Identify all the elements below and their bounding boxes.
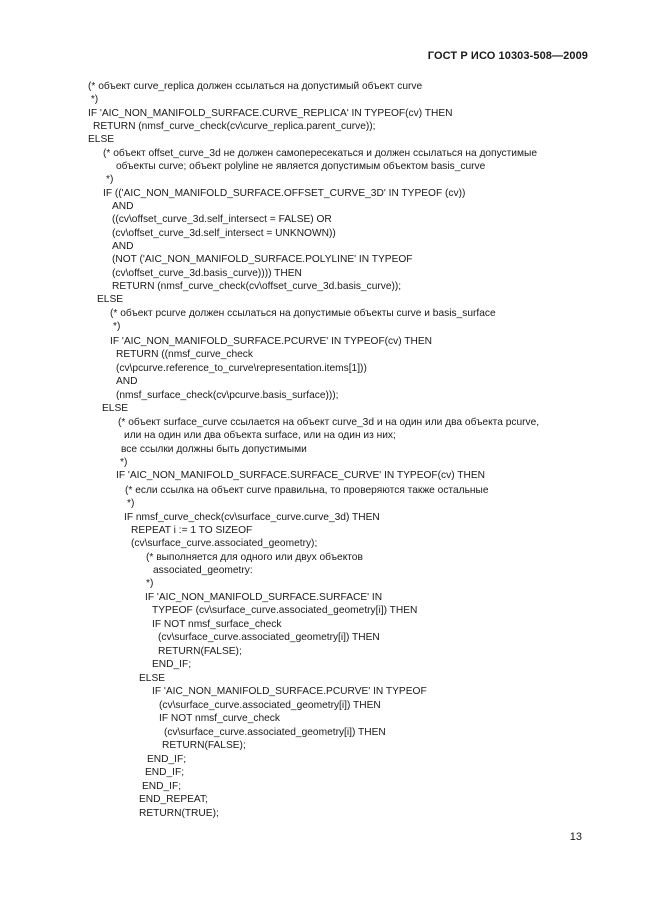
code-line: RETURN(FALSE);	[158, 646, 242, 657]
code-line: REPEAT i := 1 TO SIZEOF	[131, 525, 253, 536]
code-line: объекты curve; объект polyline не является допустимым объектом basis_curve	[116, 161, 486, 172]
code-line: *)	[88, 94, 99, 105]
code-line: (* объект curve_replica должен ссылаться на допустимый объект curve	[88, 81, 423, 92]
code-line: (cv\surface_curve.associated_geometry[i]) THEN	[158, 632, 380, 643]
code-line: (cv\pcurve.reference_to_curve\representation.items[1]))	[116, 363, 367, 374]
code-line: TYPEOF (cv\surface_curve.associated_geometry[i]) THEN	[152, 605, 418, 616]
code-line: (cv\surface_curve.associated_geometry);	[131, 538, 318, 549]
code-line: *)	[146, 578, 154, 589]
code-line: (cv\surface_curve.associated_geometry[i]) THEN	[159, 700, 381, 711]
code-line: AND	[116, 376, 138, 387]
code-line: ELSE	[102, 403, 129, 414]
code-line: ELSE	[88, 134, 115, 145]
code-line: IF 'AIC_NON_MANIFOLD_SURFACE.SURFACE_CURVE' IN TYPEOF(cv) THEN	[116, 470, 486, 481]
code-line: (cv\surface_curve.associated_geometry[i]) THEN	[164, 727, 386, 738]
code-line: RETURN ((nmsf_curve_check	[116, 349, 253, 360]
document-header: ГОСТ Р ИСО 10303-508—2009	[427, 50, 588, 62]
code-line: IF 'AIC_NON_MANIFOLD_SURFACE.PCURVE' IN TYPEOF(cv) THEN	[110, 336, 433, 347]
code-line: (* объект pcurve должен ссылаться на допустимые объекты curve и basis_surface	[110, 308, 496, 319]
code-line: AND	[112, 201, 134, 212]
code-line: все ссылки должны быть допустимыми	[121, 444, 307, 455]
code-line: ELSE	[139, 673, 166, 684]
code-line: *)	[113, 321, 121, 332]
code-line: (nmsf_surface_check(cv\pcurve.basis_surface)));	[116, 390, 339, 401]
code-line: RETURN(TRUE);	[139, 808, 219, 819]
code-line: ELSE	[97, 294, 124, 305]
page-number: 13	[569, 831, 582, 843]
code-line: AND	[112, 241, 134, 252]
code-line: END_IF;	[142, 781, 182, 792]
code-line: (cv\offset_curve_3d.self_intersect = UNKNOWN))	[112, 228, 336, 239]
code-line: RETURN(FALSE);	[162, 740, 246, 751]
code-line: (* объект offset_curve_3d не должен самопересекаться и должен ссылаться на допустимые	[103, 148, 537, 159]
code-line: RETURN (nmsf_curve_check(cv\curve_replica.parent_curve));	[93, 121, 376, 132]
code-line: END_IF;	[152, 659, 192, 670]
code-line: IF NOT nmsf_curve_check	[159, 713, 280, 724]
code-line: *)	[120, 457, 128, 468]
code-line: *)	[127, 498, 135, 509]
code-line: RETURN (nmsf_curve_check(cv\offset_curve_3d.basis_curve));	[112, 281, 402, 292]
code-line: END_IF;	[145, 767, 185, 778]
code-line: (* если ссылка на объект curve правильна, то проверяются также остальные	[125, 485, 489, 496]
code-line: IF nmsf_curve_check(cv\surface_curve.curve_3d) THEN	[124, 512, 380, 523]
code-line: (NOT ('AIC_NON_MANIFOLD_SURFACE.POLYLINE' IN TYPEOF	[112, 254, 413, 265]
code-line: IF NOT nmsf_surface_check	[152, 619, 282, 630]
code-line: *)	[106, 174, 114, 185]
code-line: IF (('AIC_NON_MANIFOLD_SURFACE.OFFSET_CURVE_3D' IN TYPEOF (cv))	[103, 188, 466, 199]
code-line: (* выполняется для одного или двух объектов	[146, 552, 363, 563]
code-line: ((cv\offset_curve_3d.self_intersect = FALSE) OR	[112, 214, 332, 225]
code-line: или на один или два объекта surface, или на один из них;	[124, 430, 396, 441]
code-line: IF 'AIC_NON_MANIFOLD_SURFACE.SURFACE' IN	[145, 592, 383, 603]
code-line: (* объект surface_curve ссылается на объект curve_3d и на один или два объекта pcurve,	[118, 417, 540, 428]
code-line: END_REPEAT;	[139, 794, 208, 805]
code-line: IF 'AIC_NON_MANIFOLD_SURFACE.CURVE_REPLICA' IN TYPEOF(cv) THEN	[88, 108, 453, 119]
code-line: IF 'AIC_NON_MANIFOLD_SURFACE.PCURVE' IN TYPEOF	[152, 686, 427, 697]
code-line: (cv\offset_curve_3d.basis_curve)))) THEN	[112, 268, 302, 279]
code-line: associated_geometry:	[153, 565, 253, 576]
code-line: END_IF;	[147, 754, 187, 765]
